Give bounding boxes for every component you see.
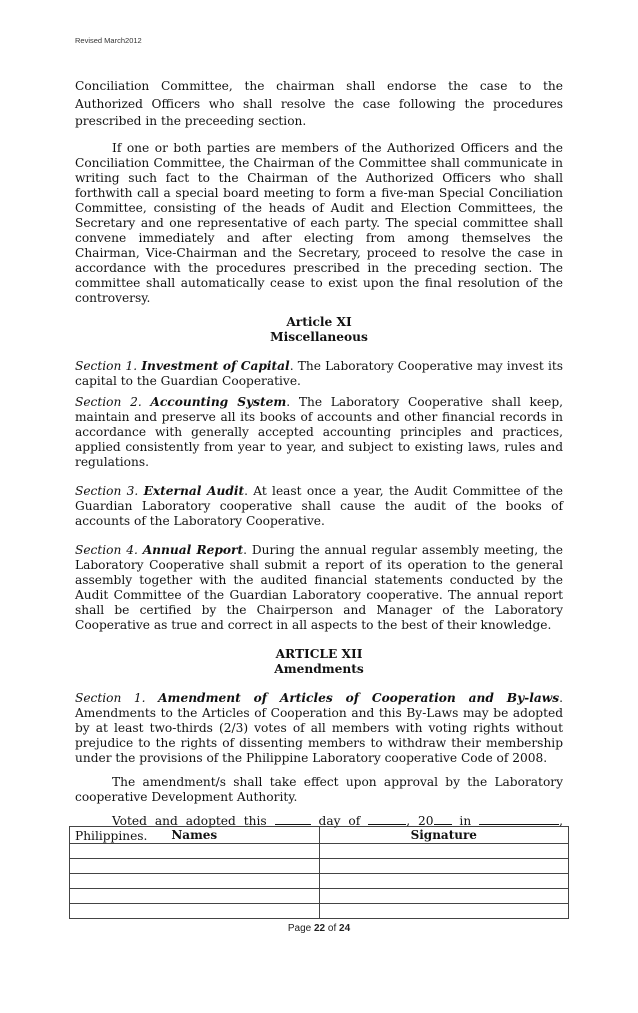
- signature-cell[interactable]: [319, 889, 569, 904]
- voted-text-4: in: [451, 813, 480, 828]
- article-title: Article XI: [286, 314, 352, 329]
- voted-text-3: , 20: [406, 813, 434, 828]
- voted-text-1: Voted and adopted this: [112, 813, 275, 828]
- section-text: . During the annual regular assembly meeting, the Laboratory Cooperative shall submit a report of its operation to the general assembly together with the audited financial statements conducted by the Audit Committee of the Guardian Laboratory cooperative. The annual report shall be certified by the Chairperson and Manager of the Laboratory Cooperative as true and correct in all aspects to the best of their knowledge.: [75, 542, 563, 632]
- name-cell[interactable]: [70, 889, 320, 904]
- document-body: [75, 78, 563, 844]
- table-row: [70, 859, 569, 874]
- section-title: External Audit: [143, 483, 245, 498]
- place-blank[interactable]: [479, 813, 559, 825]
- section-text: . The Laboratory Cooperative shall keep, maintain and preserve all its books of accounts and other financial records in accordance with generally accepted accounting principles and practices, applied consistently from year to year, and subject to existing laws, rules and regulations.: [75, 394, 564, 469]
- signature-cell[interactable]: [319, 859, 569, 874]
- name-cell[interactable]: [70, 859, 320, 874]
- article-subtitle: Miscellaneous: [270, 329, 368, 344]
- section-text: . Amendments to the Articles of Cooperation and this By-Laws may be adopted by at least two-thirds (2/3) votes of all members with voting rights without prejudice to the rights of dissenting members to withdraw their membership under the provisions of the Philippine Laboratory cooperative Code of 2008.: [75, 690, 563, 765]
- section-title: Accounting System: [150, 394, 287, 409]
- signature-cell[interactable]: [319, 874, 569, 889]
- signature-table: [69, 826, 569, 919]
- section-external-audit: [75, 484, 563, 529]
- signature-cell[interactable]: [319, 844, 569, 859]
- section-number: Section 1.: [75, 358, 138, 373]
- table-row: [70, 874, 569, 889]
- of-label: of: [325, 923, 340, 934]
- table-row: [70, 889, 569, 904]
- article-xi-heading: [75, 315, 563, 345]
- revision-note: Revised March2012: [75, 36, 142, 45]
- name-cell[interactable]: [70, 874, 320, 889]
- section-title: Amendment of Articles of Cooperation and By-laws: [158, 690, 560, 705]
- section-title: Annual Report: [142, 542, 244, 557]
- effectivity-paragraph: The amendment/s shall take effect upon approval by the Laboratory cooperative Development Authority.: [75, 774, 563, 804]
- article-subtitle: Amendments: [274, 661, 364, 676]
- name-cell[interactable]: [70, 904, 320, 919]
- signature-cell[interactable]: [319, 904, 569, 919]
- section-number: Section 2.: [75, 394, 142, 409]
- section-annual-report: [75, 543, 563, 633]
- names-column-header: Names: [70, 827, 320, 844]
- continuation-paragraph: Conciliation Committee, the chairman shall endorse the case to the Authorized Officers who shall resolve the case following the procedures prescribed in the preceeding section.: [75, 79, 563, 128]
- table-row: [70, 904, 569, 919]
- day-blank[interactable]: [275, 813, 311, 825]
- table-row: [70, 844, 569, 859]
- total-pages: 24: [339, 923, 351, 934]
- section-number: Section 1.: [75, 690, 146, 705]
- section-number: Section 3.: [75, 483, 139, 498]
- section-investment-of-capital: [75, 359, 563, 389]
- section-title: Investment of Capital: [141, 358, 290, 373]
- section-text: . At least once a year, the Audit Committee of the Guardian Laboratory cooperative shall cause the audit of the books of accounts of the Laboratory Cooperative.: [75, 483, 564, 528]
- voted-text-2: day of: [310, 813, 369, 828]
- month-blank[interactable]: [368, 813, 406, 825]
- page-number: 22: [313, 923, 326, 934]
- section-amendment: [75, 691, 563, 766]
- signature-column-header: Signature: [319, 827, 569, 844]
- article-title: ARTICLE XII: [275, 646, 363, 661]
- section-text: . The Laboratory Cooperative may invest its capital to the Guardian Cooperative.: [75, 358, 564, 388]
- name-cell[interactable]: [70, 844, 320, 859]
- section-accounting-system: [75, 395, 563, 470]
- table-header-row: [70, 827, 569, 844]
- section-number: Section 4.: [75, 542, 138, 557]
- special-committee-paragraph: If one or both parties are members of the Authorized Officers and the Conciliation Committee, the Chairman of the Committee shall communicate in writing such fact to the Chairman of the Authorized Officers who shall forthwith call a special board meeting to form a five-man Special Conciliation Committee, consisting of the heads of Audit and Election Committees, the Secretary and one representative of each party. The special committee shall convene immediately and after electing from among themselves the Chairman, Vice-Chairman and the Secretary, proceed to resolve the case in accordance with the procedures prescribed in the preceding section. The committee shall automatically cease to exist upon the final resolution of the controversy.: [75, 140, 563, 305]
- voted-text-5: , Philippines.: [75, 813, 563, 843]
- page-label: Page: [287, 923, 314, 934]
- page-footer: [0, 923, 638, 934]
- article-xii-heading: [75, 647, 563, 677]
- year-blank[interactable]: [434, 813, 452, 825]
